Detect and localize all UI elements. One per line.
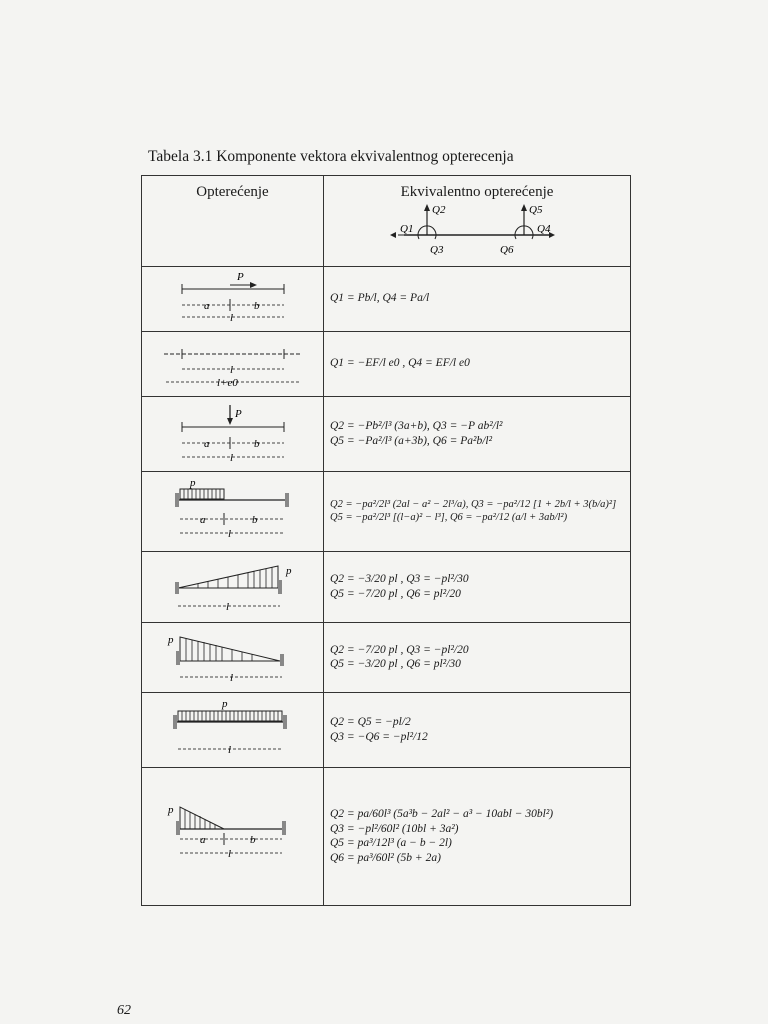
table-row (142, 693, 631, 768)
formula-cell (324, 623, 631, 693)
label-q6: Q6 (500, 244, 514, 256)
formula-cell (324, 552, 631, 623)
formula-line: Q2 = −Pb²/l³ (3a+b), Q3 = −P ab²/l² (330, 420, 503, 432)
table-row (142, 623, 631, 693)
load-diagram (142, 552, 324, 623)
formula-line: Q5 = −7/20 pl , Q6 = pl²/20 (330, 587, 461, 600)
table-row (142, 267, 631, 332)
formula-line: Q5 = pa³/12l³ (a − b − 2l) (330, 837, 452, 849)
svg-text:l: l (226, 601, 230, 613)
svg-text:p: p (222, 698, 228, 710)
formula-line: Q2 = Q5 = −pl/2 (330, 716, 411, 728)
label-q3: Q3 (430, 244, 444, 256)
formula-cell (324, 768, 631, 906)
page-number: 62 (117, 1003, 131, 1018)
load-diagram (142, 472, 324, 552)
svg-text:l: l (228, 527, 232, 540)
load-diagram (142, 267, 324, 332)
label-q1: Q1 (400, 223, 414, 235)
svg-text:l: l (230, 312, 234, 324)
formula-line: Q3 = −pl²/60l² (10bl + 3a²) (330, 822, 459, 835)
formula-line: Q5 = −pa²/2l³ [(l−a)² − l³], Q6 = −pa²/12 (a/l + 3ab/l²) (330, 512, 568, 523)
load-diagram (142, 693, 324, 768)
svg-text:l: l (228, 744, 232, 756)
svg-text:p: p (168, 803, 174, 816)
svg-text:l: l (230, 672, 234, 684)
label-p: P (237, 271, 244, 283)
load-diagram (142, 332, 324, 397)
label-q4: Q4 (537, 223, 551, 235)
svg-text:l: l (230, 452, 234, 464)
formula-cell (324, 397, 631, 472)
table-row (142, 472, 631, 552)
load-diagram (142, 768, 324, 906)
svg-text:a: a (204, 438, 210, 450)
formula-line: Q1 = −EF/l e0 , Q4 = EF/l e0 (330, 357, 470, 370)
svg-text:l+e0: l+e0 (217, 377, 238, 389)
table-header-row (142, 176, 631, 267)
table-row (142, 552, 631, 623)
formula-line: Q5 = −3/20 pl , Q6 = pl²/30 (330, 658, 461, 670)
svg-text:l: l (230, 364, 234, 376)
header-load: Opterećenje (142, 176, 324, 267)
formula-line: Q2 = pa/60l³ (5a³b − 2al² − a³ − 10abl − 30bl²) (330, 808, 554, 820)
formula-cell (324, 693, 631, 768)
formula-line: Q6 = pa³/60l² (5b + 2a) (330, 851, 441, 864)
formula-cell (324, 267, 631, 332)
beam-dof-diagram (324, 201, 630, 259)
header-equivalent-load (324, 176, 631, 267)
label-q5: Q5 (529, 204, 543, 216)
svg-text:p: p (190, 476, 196, 489)
svg-text:l: l (228, 847, 232, 860)
load-diagram (142, 397, 324, 472)
header-equivalent-load-label: Ekvivalentno opterećenje (400, 184, 554, 200)
svg-text:a: a (200, 513, 206, 526)
formula-cell (324, 332, 631, 397)
table-row (142, 397, 631, 472)
formula-line: Q2 = −7/20 pl , Q3 = −pl²/20 (330, 643, 469, 656)
svg-text:p: p (168, 634, 174, 646)
svg-text:b: b (254, 438, 260, 450)
table-row (142, 768, 631, 906)
formula-line: Q3 = −Q6 = −pl²/12 (330, 730, 428, 743)
load-diagram (142, 623, 324, 693)
formula-cell (324, 472, 631, 552)
equivalent-load-table (141, 175, 631, 906)
svg-text:b: b (254, 300, 260, 312)
label-q2: Q2 (432, 204, 446, 216)
table-caption: Tabela 3.1 Komponente vektora ekvivalentnog opterecenja (148, 148, 514, 165)
svg-text:p: p (286, 565, 292, 577)
formula-line: Q2 = −pa²/2l³ (2al − a² − 2l³/a), Q3 = −pa²/12 [1 + 2b/l + 3(b/a)²] (330, 498, 617, 510)
formula-line: Q5 = −Pa²/l³ (a+3b), Q6 = Pa²b/l² (330, 434, 493, 447)
svg-text:b: b (252, 513, 258, 526)
formula-line: Q2 = −3/20 pl , Q3 = −pl²/30 (330, 573, 469, 585)
formula-line: Q1 = Pb/l, Q4 = Pa/l (330, 292, 430, 305)
svg-text:a: a (200, 833, 206, 846)
svg-text:b: b (250, 833, 256, 846)
table-row (142, 332, 631, 397)
svg-text:a: a (204, 300, 210, 312)
svg-text:P: P (235, 408, 242, 420)
